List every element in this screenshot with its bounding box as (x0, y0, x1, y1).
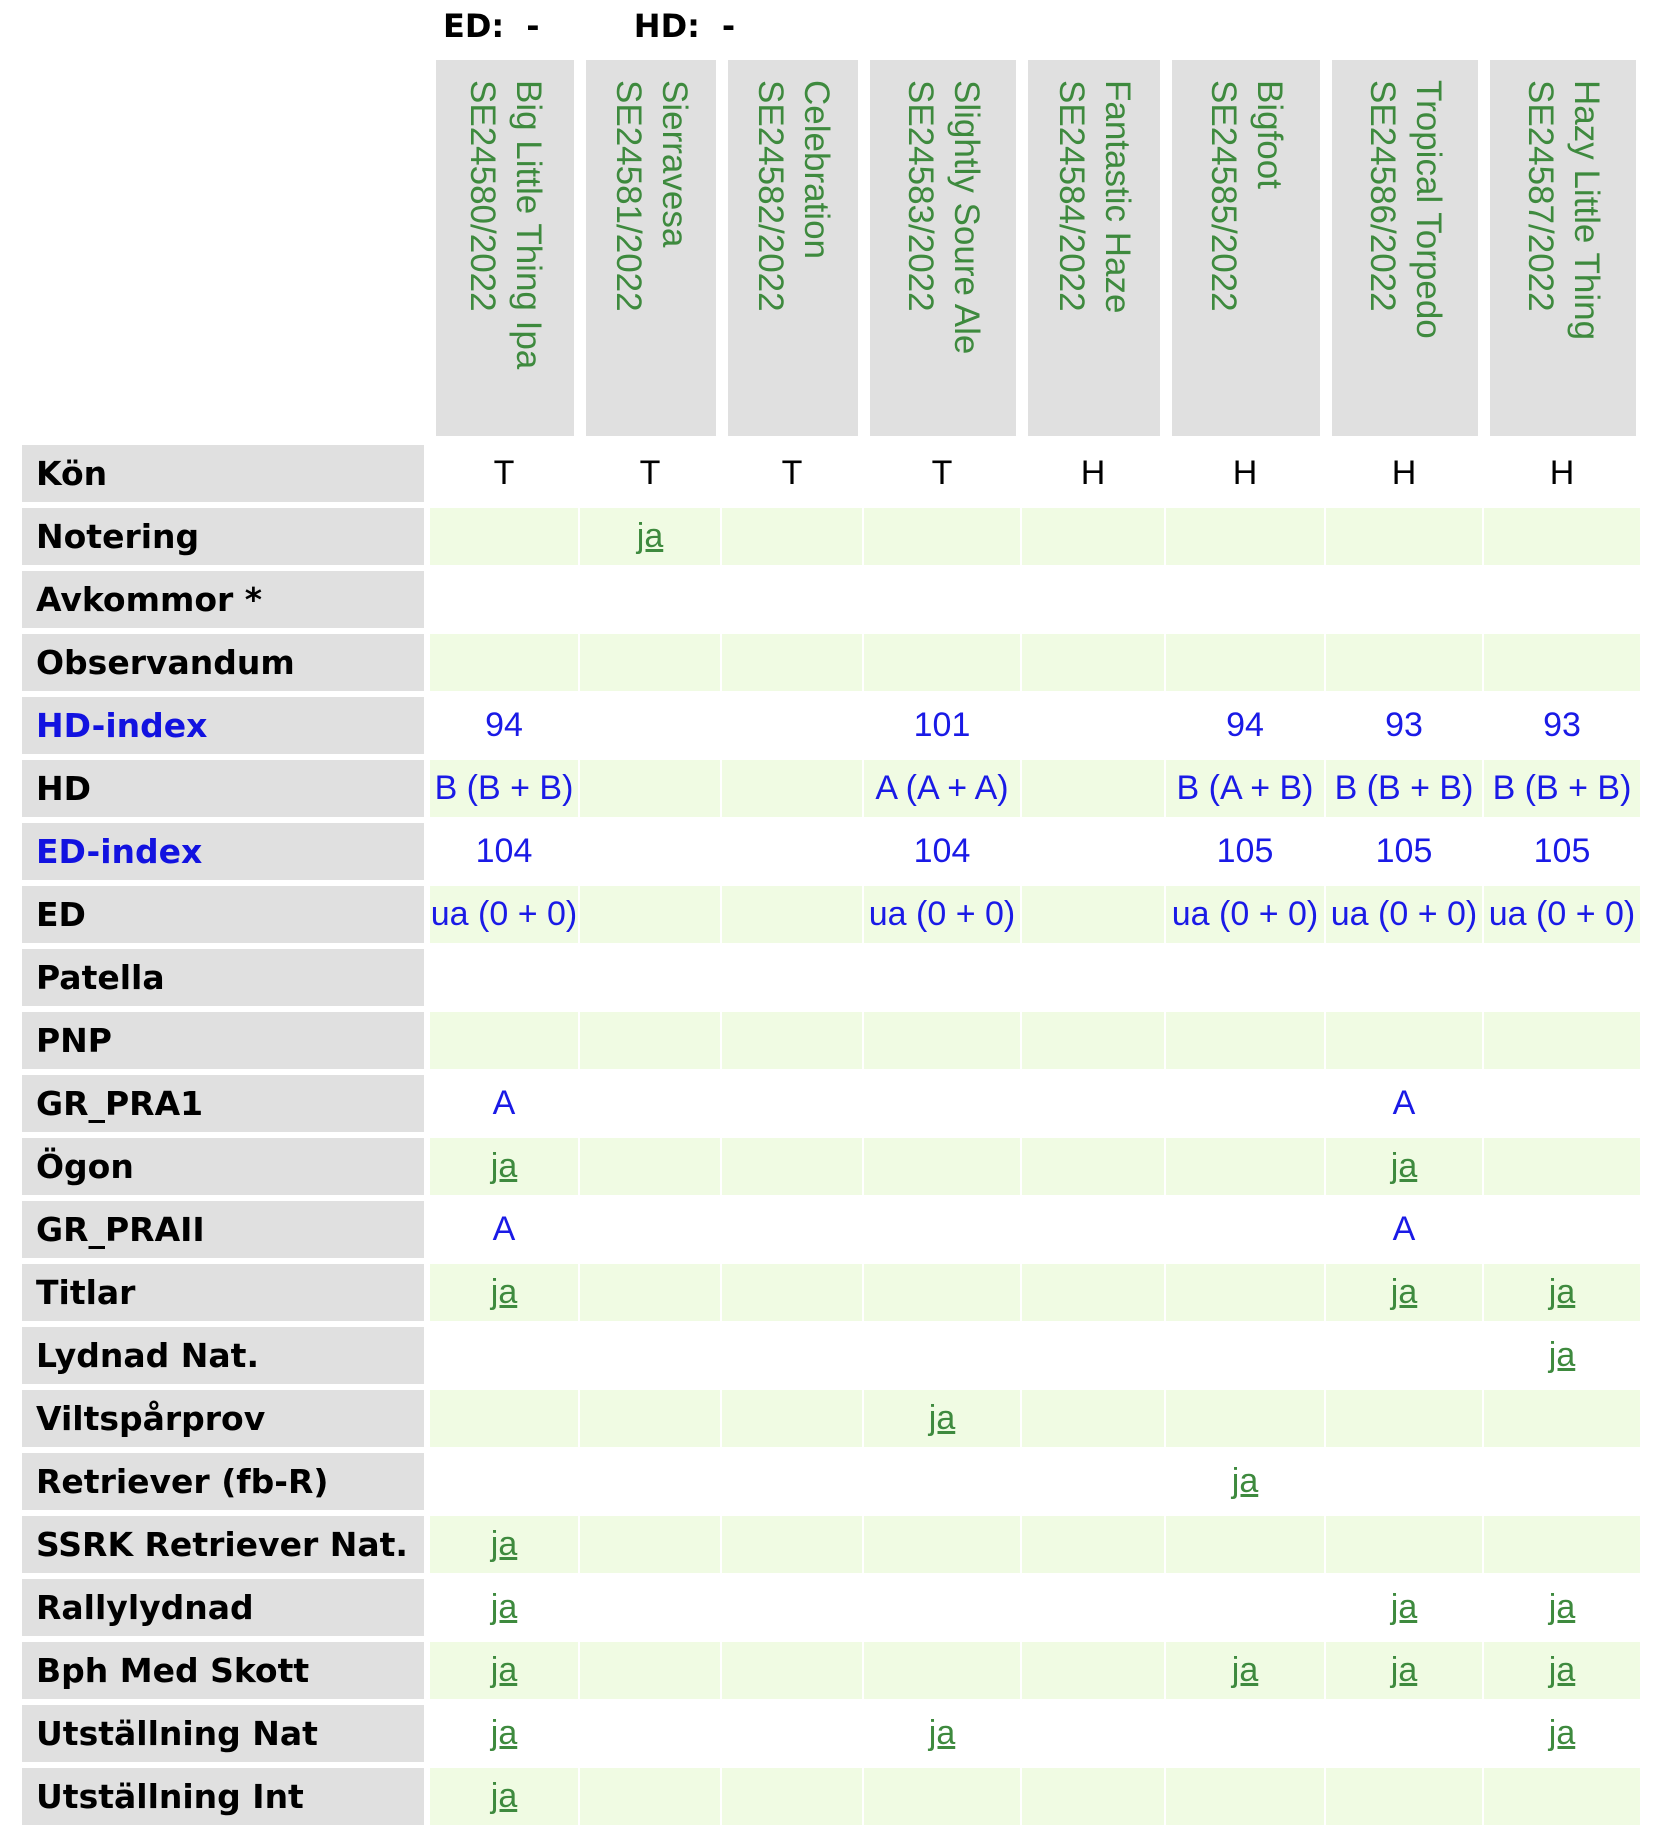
table-cell (1166, 1390, 1324, 1447)
table-cell (722, 760, 862, 817)
table-cell: 104 (913, 832, 971, 870)
ja-link[interactable]: ja (1548, 1588, 1576, 1626)
table-cell (1166, 1327, 1324, 1384)
row-label: Observandum (22, 634, 424, 691)
table-cell (864, 1012, 1020, 1069)
table-cell (722, 1705, 862, 1762)
table-cell (430, 1012, 578, 1069)
dog-name[interactable]: Fantastic Haze (1098, 80, 1137, 314)
table-cell (722, 1453, 862, 1510)
table-cell (430, 1705, 578, 1762)
dog-registration-number[interactable]: SE24581/2022 (609, 80, 648, 312)
row-label: Viltspårprov (22, 1390, 424, 1447)
table-cell (580, 1768, 720, 1825)
table-cell (1166, 949, 1324, 1006)
table-cell (722, 1012, 862, 1069)
table-cell (1166, 634, 1324, 691)
table-cell (1484, 571, 1640, 628)
row-label: Retriever (fb-R) (22, 1453, 424, 1510)
ja-link[interactable]: ja (928, 1714, 956, 1752)
table-cell (1022, 1264, 1164, 1321)
table-cell (580, 1327, 720, 1384)
table-cell: T (493, 454, 515, 492)
table-cell (1484, 1768, 1640, 1825)
table-cell (1166, 1768, 1324, 1825)
table-cell: T (639, 454, 661, 492)
dog-column-header[interactable] (728, 60, 858, 436)
table-cell: T (781, 454, 803, 492)
table-cell (1484, 1642, 1640, 1699)
dog-name[interactable]: Tropical Torpedo (1409, 80, 1448, 339)
row-label: GR_PRAII (22, 1201, 424, 1258)
table-cell (1326, 1264, 1482, 1321)
ed-summary-label: ED: (443, 7, 505, 45)
table-cell (430, 1579, 578, 1636)
table-cell: 104 (475, 832, 533, 870)
summary-bar (443, 6, 735, 46)
table-cell (722, 1201, 862, 1258)
table-cell: ua (0 + 0) (1484, 886, 1640, 943)
table-cell: A (492, 1084, 516, 1122)
dog-name[interactable]: Hazy Little Thing (1567, 80, 1606, 341)
table-cell: 105 (1375, 832, 1433, 870)
table-cell: 105 (1533, 832, 1591, 870)
table-cell (1484, 634, 1640, 691)
table-cell: A (1392, 1210, 1416, 1248)
table-cell (580, 1138, 720, 1195)
table-cell (1326, 1327, 1482, 1384)
dog-registration-number[interactable]: SE24585/2022 (1204, 80, 1243, 312)
ja-link[interactable]: ja (490, 1273, 518, 1311)
ja-link[interactable]: ja (490, 1525, 518, 1563)
ja-link[interactable]: ja (928, 1399, 956, 1437)
table-cell (580, 1453, 720, 1510)
table-corner (22, 58, 430, 442)
row-label: Kön (22, 445, 424, 502)
table-cell: A (A + A) (864, 760, 1020, 817)
ja-link[interactable]: ja (490, 1588, 518, 1626)
table-cell (1022, 1201, 1164, 1258)
table-cell (1166, 1705, 1324, 1762)
table-cell (580, 508, 720, 565)
table-cell (580, 760, 720, 817)
dog-registration-number[interactable]: SE24580/2022 (463, 80, 502, 312)
dog-column-header[interactable] (586, 60, 716, 436)
table-cell (430, 1516, 578, 1573)
table-cell (1022, 1453, 1164, 1510)
table-cell (864, 634, 1020, 691)
table-cell (580, 1516, 720, 1573)
table-cell (1022, 1579, 1164, 1636)
table-cell (1022, 886, 1164, 943)
row-label: Ögon (22, 1138, 424, 1195)
table-cell (864, 1327, 1020, 1384)
ja-link[interactable]: ja (1390, 1588, 1418, 1626)
table-cell (1484, 1516, 1640, 1573)
ja-link[interactable]: ja (490, 1651, 518, 1689)
table-cell (1022, 1516, 1164, 1573)
table-cell (1326, 1390, 1482, 1447)
table-cell (864, 508, 1020, 565)
row-label: GR_PRA1 (22, 1075, 424, 1132)
table-cell (1022, 760, 1164, 817)
table-cell (1022, 1768, 1164, 1825)
table-cell (1326, 571, 1482, 628)
table-cell: T (931, 454, 953, 492)
table-cell (1326, 1705, 1482, 1762)
table-cell (722, 1138, 862, 1195)
table-cell: H (1549, 454, 1575, 492)
table-cell: H (1391, 454, 1417, 492)
table-cell (430, 508, 578, 565)
table-cell (722, 1516, 862, 1573)
table-cell (1484, 949, 1640, 1006)
dog-name[interactable]: Celebration (797, 80, 836, 259)
table-cell (1326, 949, 1482, 1006)
table-cell: 93 (1385, 706, 1423, 744)
dog-column-header[interactable] (870, 60, 1016, 436)
table-cell (1166, 1075, 1324, 1132)
table-cell (722, 823, 862, 880)
table-cell: ua (0 + 0) (864, 886, 1020, 943)
ja-link[interactable]: ja (1390, 1147, 1418, 1185)
table-cell (722, 1642, 862, 1699)
table-cell: 101 (913, 706, 971, 744)
table-cell (1326, 1579, 1482, 1636)
dog-column-header[interactable] (1028, 60, 1160, 436)
row-label[interactable]: HD-index (22, 697, 424, 754)
table-cell (1166, 1012, 1324, 1069)
table-cell (1022, 634, 1164, 691)
row-label[interactable]: ED-index (22, 823, 424, 880)
table-cell (864, 571, 1020, 628)
table-cell (1022, 571, 1164, 628)
table-cell: A (492, 1210, 516, 1248)
table-cell (1484, 1327, 1640, 1384)
row-label: HD (22, 760, 424, 817)
table-cell (864, 1642, 1020, 1699)
ja-link[interactable]: ja (1231, 1462, 1259, 1500)
table-cell (864, 1390, 1020, 1447)
table-cell (430, 1138, 578, 1195)
row-label: Lydnad Nat. (22, 1327, 424, 1384)
table-cell (1166, 1138, 1324, 1195)
table-cell (722, 886, 862, 943)
table-cell (864, 1705, 1020, 1762)
table-cell (580, 1201, 720, 1258)
ja-link[interactable]: ja (1390, 1651, 1418, 1689)
table-cell (1484, 1705, 1640, 1762)
table-cell (1326, 1768, 1482, 1825)
table-cell (1484, 1201, 1640, 1258)
table-cell (1022, 1642, 1164, 1699)
table-cell (1022, 1075, 1164, 1132)
table-cell: 105 (1216, 832, 1274, 870)
table-cell (430, 1642, 578, 1699)
dog-registration-number[interactable]: SE24584/2022 (1052, 80, 1091, 312)
table-cell (580, 886, 720, 943)
table-cell (430, 1453, 578, 1510)
table-cell: 94 (485, 706, 523, 744)
table-cell (722, 1075, 862, 1132)
table-cell (1022, 1390, 1164, 1447)
table-cell (430, 571, 578, 628)
table-cell (722, 1579, 862, 1636)
hd-summary-value: - (721, 7, 736, 45)
table-cell: ua (0 + 0) (1326, 886, 1482, 943)
table-cell (580, 1579, 720, 1636)
table-cell (864, 1201, 1020, 1258)
ja-link[interactable]: ja (1548, 1273, 1576, 1311)
table-cell (580, 1075, 720, 1132)
table-cell (1484, 1264, 1640, 1321)
row-label: SSRK Retriever Nat. (22, 1516, 424, 1573)
table-cell (1484, 508, 1640, 565)
table-cell (1326, 508, 1482, 565)
table-cell (580, 571, 720, 628)
table-cell (430, 634, 578, 691)
table-cell (864, 1579, 1020, 1636)
table-cell (580, 949, 720, 1006)
table-cell (722, 949, 862, 1006)
table-cell: B (B + B) (1326, 760, 1482, 817)
table-cell (580, 1012, 720, 1069)
table-cell (430, 1327, 578, 1384)
table-cell: 94 (1226, 706, 1264, 744)
table-cell (580, 1705, 720, 1762)
table-cell (1022, 1705, 1164, 1762)
table-cell: ua (0 + 0) (430, 886, 578, 943)
table-cell (1484, 1012, 1640, 1069)
ja-link[interactable]: ja (1548, 1336, 1576, 1374)
dog-registration-number[interactable]: SE24586/2022 (1363, 80, 1402, 312)
table-cell (1326, 1138, 1482, 1195)
table-cell: H (1080, 454, 1106, 492)
dog-registration-number[interactable]: SE24583/2022 (901, 80, 940, 312)
table-cell (1484, 1138, 1640, 1195)
table-cell (864, 1768, 1020, 1825)
table-cell (1166, 571, 1324, 628)
table-cell (864, 949, 1020, 1006)
table-cell (430, 1768, 578, 1825)
dog-name[interactable]: Big Little Thing Ipa (509, 80, 548, 370)
dog-column-header[interactable] (1332, 60, 1478, 436)
table-cell (1484, 1453, 1640, 1510)
row-label: Rallylydnad (22, 1579, 424, 1636)
table-cell: B (B + B) (1484, 760, 1640, 817)
table-cell (580, 823, 720, 880)
dog-name[interactable]: Bigfoot (1250, 80, 1289, 189)
table-cell (580, 1390, 720, 1447)
ja-link[interactable]: ja (1231, 1651, 1259, 1689)
table-cell (430, 949, 578, 1006)
dog-column-header[interactable] (436, 60, 574, 436)
table-cell (722, 1264, 862, 1321)
ja-link[interactable]: ja (490, 1777, 518, 1815)
table-cell (1022, 697, 1164, 754)
hd-summary-label: HD: (633, 7, 700, 45)
table-cell: B (B + B) (430, 760, 578, 817)
table-cell (864, 1453, 1020, 1510)
table-cell: B (A + B) (1166, 760, 1324, 817)
comparison-table (22, 58, 1642, 1828)
ja-link[interactable]: ja (490, 1714, 518, 1752)
table-cell (722, 1327, 862, 1384)
table-cell (580, 697, 720, 754)
dog-column-header[interactable] (1490, 60, 1636, 436)
table-cell (864, 1264, 1020, 1321)
table-cell (722, 697, 862, 754)
row-label: Utställning Nat (22, 1705, 424, 1762)
table-cell (1022, 1138, 1164, 1195)
row-label: Avkommor * (22, 571, 424, 628)
table-cell (722, 1390, 862, 1447)
table-cell (580, 1642, 720, 1699)
table-cell (1166, 508, 1324, 565)
table-cell (722, 634, 862, 691)
table-cell (1022, 1012, 1164, 1069)
table-cell (1166, 1201, 1324, 1258)
table-cell (1022, 823, 1164, 880)
dog-registration-number[interactable]: SE24587/2022 (1521, 80, 1560, 312)
ja-link[interactable]: ja (636, 517, 664, 555)
table-cell (1022, 949, 1164, 1006)
table-cell (1326, 1453, 1482, 1510)
table-cell (1326, 1012, 1482, 1069)
table-cell (430, 1264, 578, 1321)
row-label: Bph Med Skott (22, 1642, 424, 1699)
table-cell (1326, 634, 1482, 691)
table-cell (1166, 1516, 1324, 1573)
dog-registration-number[interactable]: SE24582/2022 (751, 80, 790, 312)
row-label: ED (22, 886, 424, 943)
row-label: Titlar (22, 1264, 424, 1321)
row-label: PNP (22, 1012, 424, 1069)
ed-summary-value: - (526, 7, 540, 45)
ja-link[interactable]: ja (1548, 1651, 1576, 1689)
table-cell (864, 1075, 1020, 1132)
table-cell (1022, 508, 1164, 565)
table-cell: ua (0 + 0) (1166, 886, 1324, 943)
table-cell: 93 (1543, 706, 1581, 744)
table-cell (1166, 1579, 1324, 1636)
ja-link[interactable]: ja (1548, 1714, 1576, 1752)
table-cell (1022, 1327, 1164, 1384)
table-cell (864, 1138, 1020, 1195)
table-cell (1484, 1075, 1640, 1132)
table-cell (430, 1390, 578, 1447)
table-cell (722, 1768, 862, 1825)
table-cell (1484, 1579, 1640, 1636)
row-label: Utställning Int (22, 1768, 424, 1825)
table-cell (580, 1264, 720, 1321)
table-cell (1166, 1642, 1324, 1699)
table-cell (722, 571, 862, 628)
table-cell (1326, 1516, 1482, 1573)
table-cell (1166, 1453, 1324, 1510)
dog-name[interactable]: Sierravesa (655, 80, 694, 248)
table-cell (1326, 1642, 1482, 1699)
table-cell (580, 634, 720, 691)
table-cell (1484, 1390, 1640, 1447)
dog-name[interactable]: Slightly Soure Ale (947, 80, 986, 355)
row-label: Notering (22, 508, 424, 565)
dog-column-header[interactable] (1172, 60, 1320, 436)
table-cell: H (1232, 454, 1258, 492)
ja-link[interactable]: ja (490, 1147, 518, 1185)
row-label: Patella (22, 949, 424, 1006)
table-cell (864, 1516, 1020, 1573)
table-cell (1166, 1264, 1324, 1321)
ja-link[interactable]: ja (1390, 1273, 1418, 1311)
table-cell: A (1392, 1084, 1416, 1122)
table-cell (722, 508, 862, 565)
